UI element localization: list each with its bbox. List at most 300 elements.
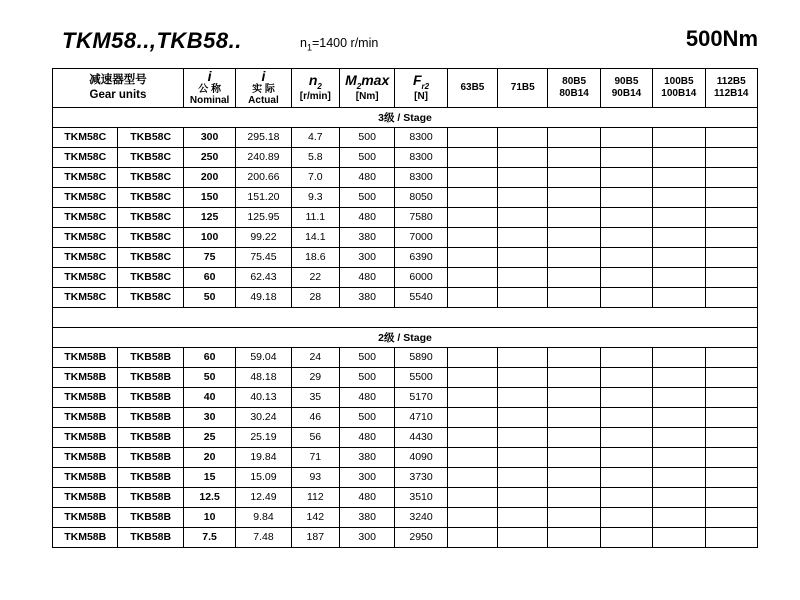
- input-speed-value: =1400 r/min: [311, 36, 379, 50]
- cell-motor-option: [653, 387, 705, 407]
- col-fr2-symbol: [395, 73, 446, 91]
- cell-i-nominal: 30: [183, 407, 235, 427]
- cell-fr2: 5170: [395, 387, 447, 407]
- cell-fr2: 3510: [395, 487, 447, 507]
- cell-i-nominal: 100: [183, 227, 235, 247]
- col-motor-63b5: [447, 69, 497, 108]
- col-n2-letter: n: [308, 72, 318, 88]
- cell-motor-option: [548, 427, 600, 447]
- cell-motor-option: [498, 187, 548, 207]
- cell-m2max: 300: [339, 527, 394, 547]
- cell-m2max: 480: [339, 207, 394, 227]
- cell-motor-option: [447, 367, 497, 387]
- cell-fr2: 5500: [395, 367, 447, 387]
- cell-model-tkb: TKB58C: [118, 287, 183, 307]
- cell-i-actual: 30.24: [236, 407, 291, 427]
- cell-motor-option: [548, 127, 600, 147]
- cell-motor-option: [600, 407, 652, 427]
- cell-m2max: 380: [339, 227, 394, 247]
- cell-i-nominal: 20: [183, 447, 235, 467]
- cell-m2max: 300: [339, 247, 394, 267]
- cell-fr2: 3240: [395, 507, 447, 527]
- cell-n2: 112: [291, 487, 339, 507]
- cell-m2max: 480: [339, 387, 394, 407]
- col-fr2-subscript: r2: [421, 81, 430, 91]
- cell-model-tkm: TKM58C: [53, 287, 118, 307]
- cell-motor-option: [705, 427, 758, 447]
- cell-i-nominal: 7.5: [183, 527, 235, 547]
- cell-model-tkm: TKM58C: [53, 267, 118, 287]
- cell-model-tkb: TKB58C: [118, 167, 183, 187]
- table-row: [53, 247, 758, 267]
- cell-motor-option: [705, 267, 758, 287]
- cell-i-actual: 40.13: [236, 387, 291, 407]
- cell-motor-option: [447, 427, 497, 447]
- cell-model-tkm: TKM58C: [53, 147, 118, 167]
- page-title: TKM58..,TKB58..: [62, 28, 242, 53]
- cell-m2max: 480: [339, 487, 394, 507]
- cell-m2max: 500: [339, 367, 394, 387]
- cell-m2max: 500: [339, 127, 394, 147]
- cell-motor-option: [653, 447, 705, 467]
- col-motor-90b5-line2: 90B14: [611, 87, 642, 99]
- input-speed-label: [300, 36, 378, 53]
- cell-motor-option: [653, 287, 705, 307]
- col-gear-units-cn: 减速器型号: [89, 74, 147, 87]
- cell-model-tkb: TKB58C: [118, 267, 183, 287]
- cell-i-nominal: 200: [183, 167, 235, 187]
- cell-i-nominal: 12.5: [183, 487, 235, 507]
- cell-motor-option: [498, 447, 548, 467]
- cell-i-nominal: 15: [183, 467, 235, 487]
- cell-motor-option: [498, 247, 548, 267]
- table-row: [53, 407, 758, 427]
- cell-n2: 14.1: [291, 227, 339, 247]
- cell-motor-option: [548, 487, 600, 507]
- col-motor-71b5-line1: 71B5: [510, 82, 535, 94]
- col-n2-unit: [r/min]: [299, 91, 331, 103]
- cell-motor-option: [600, 467, 652, 487]
- cell-motor-option: [600, 427, 652, 447]
- col-m2max-letter: M: [345, 72, 357, 88]
- cell-fr2: 5540: [395, 287, 447, 307]
- cell-m2max: 500: [339, 347, 394, 367]
- table-row: [53, 147, 758, 167]
- cell-model-tkm: TKM58B: [53, 447, 118, 467]
- cell-n2: 35: [291, 387, 339, 407]
- cell-model-tkm: TKM58C: [53, 127, 118, 147]
- stage-label-row: [53, 327, 758, 347]
- cell-fr2: 4090: [395, 447, 447, 467]
- cell-model-tkm: TKM58B: [53, 487, 118, 507]
- cell-i-nominal: 10: [183, 507, 235, 527]
- cell-model-tkm: TKM58C: [53, 207, 118, 227]
- cell-fr2: 4430: [395, 427, 447, 447]
- table-row: [53, 127, 758, 147]
- col-motor-90b5: [600, 69, 652, 108]
- cell-i-nominal: 50: [183, 367, 235, 387]
- cell-motor-option: [447, 207, 497, 227]
- cell-motor-option: [447, 287, 497, 307]
- cell-fr2: 6000: [395, 267, 447, 287]
- stage-label: 2级 / Stage: [53, 327, 758, 347]
- input-speed-symbol: n: [300, 36, 307, 50]
- cell-model-tkb: TKB58B: [118, 427, 183, 447]
- cell-motor-option: [600, 347, 652, 367]
- cell-n2: 9.3: [291, 187, 339, 207]
- cell-motor-option: [600, 287, 652, 307]
- cell-model-tkm: TKM58B: [53, 527, 118, 547]
- cell-model-tkb: TKB58B: [118, 467, 183, 487]
- cell-motor-option: [498, 347, 548, 367]
- cell-motor-option: [548, 227, 600, 247]
- cell-fr2: 5890: [395, 347, 447, 367]
- table-row: [53, 527, 758, 547]
- cell-motor-option: [498, 427, 548, 447]
- table-row: [53, 507, 758, 527]
- table-row: [53, 427, 758, 447]
- col-n2-symbol: [292, 73, 339, 91]
- cell-n2: 24: [291, 347, 339, 367]
- cell-i-actual: 240.89: [236, 147, 291, 167]
- col-m2max-unit: [Nm]: [355, 91, 379, 103]
- cell-motor-option: [548, 447, 600, 467]
- cell-i-actual: 15.09: [236, 467, 291, 487]
- cell-motor-option: [705, 447, 758, 467]
- col-fr2-unit: [N]: [414, 91, 428, 103]
- cell-motor-option: [548, 187, 600, 207]
- cell-motor-option: [653, 267, 705, 287]
- col-gear-units-en: Gear units: [89, 88, 147, 101]
- table-row: [53, 287, 758, 307]
- cell-model-tkb: TKB58B: [118, 487, 183, 507]
- cell-motor-option: [653, 207, 705, 227]
- cell-model-tkm: TKM58B: [53, 347, 118, 367]
- cell-motor-option: [705, 367, 758, 387]
- cell-motor-option: [447, 507, 497, 527]
- cell-motor-option: [498, 527, 548, 547]
- cell-motor-option: [705, 167, 758, 187]
- cell-i-actual: 49.18: [236, 287, 291, 307]
- cell-i-actual: 125.95: [236, 207, 291, 227]
- cell-model-tkb: TKB58C: [118, 227, 183, 247]
- cell-motor-option: [447, 187, 497, 207]
- cell-model-tkb: TKB58B: [118, 347, 183, 367]
- cell-n2: 46: [291, 407, 339, 427]
- page-header: [52, 20, 758, 66]
- cell-model-tkm: TKM58B: [53, 407, 118, 427]
- section-spacer: [53, 307, 758, 327]
- cell-motor-option: [447, 387, 497, 407]
- cell-i-nominal: 75: [183, 247, 235, 267]
- cell-motor-option: [600, 247, 652, 267]
- cell-fr2: 8300: [395, 167, 447, 187]
- cell-model-tkb: TKB58B: [118, 507, 183, 527]
- cell-i-nominal: 25: [183, 427, 235, 447]
- cell-motor-option: [600, 487, 652, 507]
- cell-m2max: 380: [339, 507, 394, 527]
- cell-i-nominal: 40: [183, 387, 235, 407]
- cell-motor-option: [548, 147, 600, 167]
- cell-motor-option: [447, 247, 497, 267]
- col-i-nominal-cn: 公 称: [198, 83, 221, 95]
- cell-motor-option: [498, 207, 548, 227]
- cell-i-nominal: 50: [183, 287, 235, 307]
- col-motor-80b5: [548, 69, 600, 108]
- cell-model-tkm: TKM58C: [53, 247, 118, 267]
- cell-motor-option: [705, 347, 758, 367]
- cell-model-tkb: TKB58B: [118, 447, 183, 467]
- cell-motor-option: [498, 227, 548, 247]
- cell-model-tkb: TKB58C: [118, 247, 183, 267]
- cell-model-tkm: TKM58B: [53, 467, 118, 487]
- cell-motor-option: [498, 147, 548, 167]
- cell-n2: 5.8: [291, 147, 339, 167]
- cell-motor-option: [498, 127, 548, 147]
- col-motor-112b5-line2: 112B14: [714, 87, 749, 99]
- cell-i-nominal: 125: [183, 207, 235, 227]
- stage-label-row: [53, 107, 758, 127]
- col-n2: [291, 69, 339, 108]
- cell-i-actual: 62.43: [236, 267, 291, 287]
- col-m2max-symbol: [340, 73, 394, 91]
- table-row: [53, 227, 758, 247]
- cell-motor-option: [498, 287, 548, 307]
- cell-motor-option: [653, 147, 705, 167]
- cell-motor-option: [548, 507, 600, 527]
- cell-n2: 28: [291, 287, 339, 307]
- cell-n2: 18.6: [291, 247, 339, 267]
- cell-motor-option: [653, 527, 705, 547]
- cell-motor-option: [705, 127, 758, 147]
- cell-motor-option: [548, 387, 600, 407]
- cell-motor-option: [548, 167, 600, 187]
- col-motor-100b5: [653, 69, 705, 108]
- cell-motor-option: [447, 407, 497, 427]
- cell-m2max: 480: [339, 267, 394, 287]
- cell-m2max: 300: [339, 467, 394, 487]
- table-row: [53, 367, 758, 387]
- cell-m2max: 380: [339, 447, 394, 467]
- input-speed-subscript: 1: [306, 42, 312, 53]
- col-i-actual-symbol: i: [261, 68, 266, 84]
- cell-motor-option: [653, 167, 705, 187]
- cell-model-tkm: TKM58C: [53, 167, 118, 187]
- cell-model-tkb: TKB58C: [118, 147, 183, 167]
- cell-motor-option: [600, 127, 652, 147]
- cell-n2: 11.1: [291, 207, 339, 227]
- cell-motor-option: [653, 467, 705, 487]
- col-m2max-subscript: 2: [356, 81, 362, 91]
- cell-motor-option: [653, 367, 705, 387]
- cell-motor-option: [705, 287, 758, 307]
- col-motor-90b5-line1: 90B5: [614, 76, 639, 88]
- col-motor-71b5: [498, 69, 548, 108]
- cell-motor-option: [705, 507, 758, 527]
- col-fr2: [395, 69, 447, 108]
- cell-n2: 4.7: [291, 127, 339, 147]
- cell-model-tkb: TKB58B: [118, 387, 183, 407]
- cell-motor-option: [447, 527, 497, 547]
- cell-motor-option: [548, 527, 600, 547]
- cell-i-actual: 151.20: [236, 187, 291, 207]
- table-row: [53, 167, 758, 187]
- cell-i-actual: 12.49: [236, 487, 291, 507]
- cell-i-actual: 9.84: [236, 507, 291, 527]
- cell-motor-option: [600, 447, 652, 467]
- table-row: [53, 187, 758, 207]
- cell-model-tkb: TKB58B: [118, 527, 183, 547]
- cell-model-tkm: TKM58B: [53, 507, 118, 527]
- table-row: [53, 467, 758, 487]
- cell-i-nominal: 60: [183, 267, 235, 287]
- cell-i-actual: 48.18: [236, 367, 291, 387]
- cell-motor-option: [653, 347, 705, 367]
- col-gear-units: [53, 69, 184, 108]
- cell-m2max: 480: [339, 427, 394, 447]
- cell-model-tkm: TKM58B: [53, 387, 118, 407]
- col-i-actual-en: Actual: [248, 95, 279, 107]
- cell-motor-option: [548, 207, 600, 227]
- stage-label: 3级 / Stage: [53, 107, 758, 127]
- table-row: [53, 207, 758, 227]
- cell-motor-option: [447, 447, 497, 467]
- cell-motor-option: [653, 487, 705, 507]
- cell-model-tkb: TKB58B: [118, 367, 183, 387]
- cell-motor-option: [548, 247, 600, 267]
- cell-motor-option: [653, 407, 705, 427]
- cell-motor-option: [705, 467, 758, 487]
- gear-units-table: [52, 68, 758, 548]
- cell-motor-option: [548, 367, 600, 387]
- cell-motor-option: [653, 187, 705, 207]
- rated-torque: 500Nm: [685, 26, 758, 51]
- cell-i-actual: 25.19: [236, 427, 291, 447]
- cell-fr2: 7580: [395, 207, 447, 227]
- cell-i-nominal: 60: [183, 347, 235, 367]
- cell-motor-option: [548, 467, 600, 487]
- cell-m2max: 380: [339, 287, 394, 307]
- cell-i-actual: 99.22: [236, 227, 291, 247]
- cell-motor-option: [447, 127, 497, 147]
- cell-motor-option: [600, 187, 652, 207]
- cell-m2max: 500: [339, 407, 394, 427]
- cell-motor-option: [498, 367, 548, 387]
- cell-motor-option: [600, 147, 652, 167]
- cell-i-actual: 75.45: [236, 247, 291, 267]
- cell-m2max: 500: [339, 147, 394, 167]
- section-spacer-row: [53, 307, 758, 327]
- cell-n2: 7.0: [291, 167, 339, 187]
- cell-m2max: 500: [339, 187, 394, 207]
- cell-motor-option: [600, 267, 652, 287]
- cell-motor-option: [705, 527, 758, 547]
- cell-model-tkm: TKM58B: [53, 427, 118, 447]
- col-motor-100b5-line1: 100B5: [664, 76, 694, 88]
- cell-model-tkm: TKM58C: [53, 227, 118, 247]
- cell-motor-option: [447, 147, 497, 167]
- cell-motor-option: [600, 527, 652, 547]
- cell-motor-option: [447, 267, 497, 287]
- table-header: [53, 69, 758, 108]
- cell-fr2: 4710: [395, 407, 447, 427]
- cell-fr2: 3730: [395, 467, 447, 487]
- table-row: [53, 267, 758, 287]
- cell-model-tkm: TKM58C: [53, 187, 118, 207]
- cell-i-actual: 19.84: [236, 447, 291, 467]
- cell-i-nominal: 250: [183, 147, 235, 167]
- col-i-actual-cn: 实 际: [252, 83, 275, 95]
- col-motor-80b5-line1: 80B5: [562, 76, 587, 88]
- cell-i-actual: 7.48: [236, 527, 291, 547]
- cell-motor-option: [705, 387, 758, 407]
- cell-motor-option: [447, 487, 497, 507]
- table-row: [53, 447, 758, 467]
- cell-model-tkb: TKB58C: [118, 127, 183, 147]
- col-m2max: [339, 69, 394, 108]
- cell-motor-option: [705, 207, 758, 227]
- cell-motor-option: [498, 167, 548, 187]
- cell-motor-option: [705, 187, 758, 207]
- cell-n2: 29: [291, 367, 339, 387]
- cell-i-actual: 59.04: [236, 347, 291, 367]
- cell-motor-option: [653, 227, 705, 247]
- cell-motor-option: [600, 387, 652, 407]
- col-m2max-suffix: max: [361, 72, 390, 88]
- cell-n2: 56: [291, 427, 339, 447]
- cell-model-tkb: TKB58B: [118, 407, 183, 427]
- cell-motor-option: [705, 407, 758, 427]
- cell-motor-option: [498, 487, 548, 507]
- col-motor-100b5-line2: 100B14: [661, 87, 697, 99]
- cell-motor-option: [653, 127, 705, 147]
- cell-motor-option: [548, 347, 600, 367]
- table-row: [53, 487, 758, 507]
- cell-motor-option: [498, 267, 548, 287]
- cell-i-nominal: 300: [183, 127, 235, 147]
- col-n2-subscript: 2: [317, 81, 322, 91]
- col-motor-112b5-line1: 112B5: [716, 76, 746, 88]
- cell-motor-option: [498, 467, 548, 487]
- table-row: [53, 347, 758, 367]
- cell-fr2: 8050: [395, 187, 447, 207]
- col-i-actual: [236, 69, 291, 108]
- cell-motor-option: [705, 487, 758, 507]
- cell-motor-option: [600, 167, 652, 187]
- cell-model-tkb: TKB58C: [118, 187, 183, 207]
- cell-motor-option: [600, 207, 652, 227]
- table-row: [53, 387, 758, 407]
- cell-motor-option: [705, 147, 758, 167]
- col-motor-63b5-line1: 63B5: [460, 82, 485, 94]
- cell-fr2: 7000: [395, 227, 447, 247]
- cell-n2: 142: [291, 507, 339, 527]
- col-i-nominal-symbol: i: [207, 68, 212, 84]
- cell-motor-option: [705, 247, 758, 267]
- cell-motor-option: [447, 467, 497, 487]
- cell-fr2: 8300: [395, 127, 447, 147]
- cell-motor-option: [653, 507, 705, 527]
- cell-motor-option: [498, 407, 548, 427]
- cell-n2: 187: [291, 527, 339, 547]
- col-i-nominal: [183, 69, 235, 108]
- cell-model-tkb: TKB58C: [118, 207, 183, 227]
- col-i-nominal-en: Nominal: [189, 95, 230, 107]
- cell-motor-option: [447, 167, 497, 187]
- cell-m2max: 480: [339, 167, 394, 187]
- cell-motor-option: [447, 347, 497, 367]
- col-motor-112b5: [705, 69, 758, 108]
